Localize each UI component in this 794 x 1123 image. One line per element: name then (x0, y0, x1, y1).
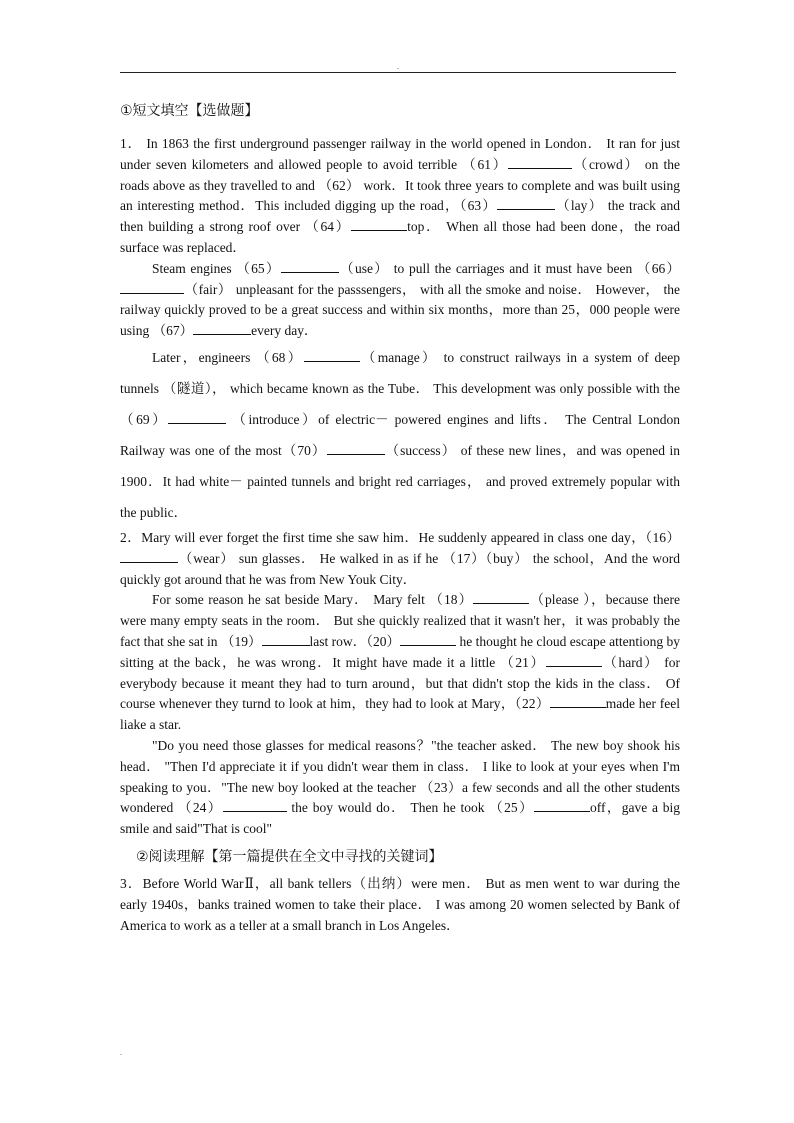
blank-25[interactable] (534, 799, 590, 812)
blank-18[interactable] (473, 591, 529, 604)
blank-19[interactable] (262, 633, 310, 646)
blank-21[interactable] (546, 654, 602, 667)
passage2-paragraph1: 2．Mary will ever forget the first time she saw him．He suddenly appeared in class one day，（16）（wear） sun glasses． He walked in as if he （17）（buy） the school，And the word quickly got around that he was from New Youk City． (120, 529, 680, 587)
blank-65[interactable] (281, 260, 339, 273)
footer-mark: . (120, 1048, 122, 1057)
blank-64[interactable] (351, 218, 407, 231)
blank-61[interactable] (508, 156, 572, 169)
section-title-cloze: ①短文填空【选做题】 (120, 103, 259, 119)
passage2-paragraph2: For some reason he sat beside Mary． Mary felt （18） （please ），because there were many empty seats in the room． But she quickly realized that it wasn't her，it was probably the fact that she sat in （19） last row．（20） he thought he cloud escape attentiong by sitting at the back，he was wrong．It might have made it a little （21） （hard） for everybody because it meant they had to turn around，but that didn't stop the kids in the class． Of course whenever they turnd to look at him，they had to look at Mary，（22） made her feel liake a star. (120, 592, 681, 733)
blank-66[interactable] (120, 281, 184, 294)
passage3-paragraph1: 3．Before World WarⅡ，all bank tellers（出纳）were men． But as men went to war during the early 1940s，banks trained women to take their place． I was among 20 women selected by Bank of America to work as a teller at a small branch in Los Angeles． (120, 875, 680, 933)
blank-16[interactable] (120, 550, 178, 563)
passage2-paragraph3: "Do you need those glasses for medical reasons？"the teacher asked． The new boy shook his head． "Then I'd appreciate it if you didn't wear them in class． I like to look at your eyes when I'm speaking to you．"The new boy looked at the teacher （23）a few seconds and all the other students wondered （24） the boy would do． Then he took （25） off，gave a big smile and said"That is cool" (120, 737, 680, 837)
blank-67[interactable] (193, 322, 251, 335)
header-mark: . (397, 62, 399, 71)
passage1-paragraph3: Later，engineers （68） （manage） to construct railways in a system of deep tunnels （隧道）， which became known as the Tube． This development was only possible with the （69） （introduce）of electric－ powered engines and lifts． The Central London Railway was one of the most（70） （success） of these new lines，and was opened in 1900．It had white－ painted tunnels and bright red carriages， and proved extremely popular with the public． (120, 349, 680, 520)
blank-69[interactable] (168, 411, 226, 424)
blank-24[interactable] (223, 799, 287, 812)
blank-63[interactable] (497, 197, 555, 210)
passage1-paragraph1: 1． In 1863 the first underground passenger railway in the world opened in London． It ran for just under seven kilometers and allowed people to avoid terrible （61） （crowd） on the roads above as they travelled to and （62） work．It took three years to complete and was built using an interesting method．This included digging up the road，（63） （lay） the track and then building a strong roof over （64） top． When all those had been done，the road surface was replaced． (120, 136, 681, 255)
blank-20[interactable] (400, 633, 456, 646)
blank-22[interactable] (550, 695, 606, 708)
passage1-paragraph2: Steam engines （65） （use） to pull the carriages and it must have been （66）（fair） unpleasant for the passsengers， with all the smoke and noise． However， the railway quickly proved to be a great success and within six months，more than 25，000 people were using （67） every day． (120, 260, 681, 339)
document-page (120, 100, 680, 936)
blank-70[interactable] (327, 442, 385, 455)
section-title-reading: ②阅读理解【第一篇提供在全文中寻找的关键词】 (136, 848, 443, 865)
blank-68[interactable] (304, 349, 360, 362)
header-rule (120, 72, 676, 73)
